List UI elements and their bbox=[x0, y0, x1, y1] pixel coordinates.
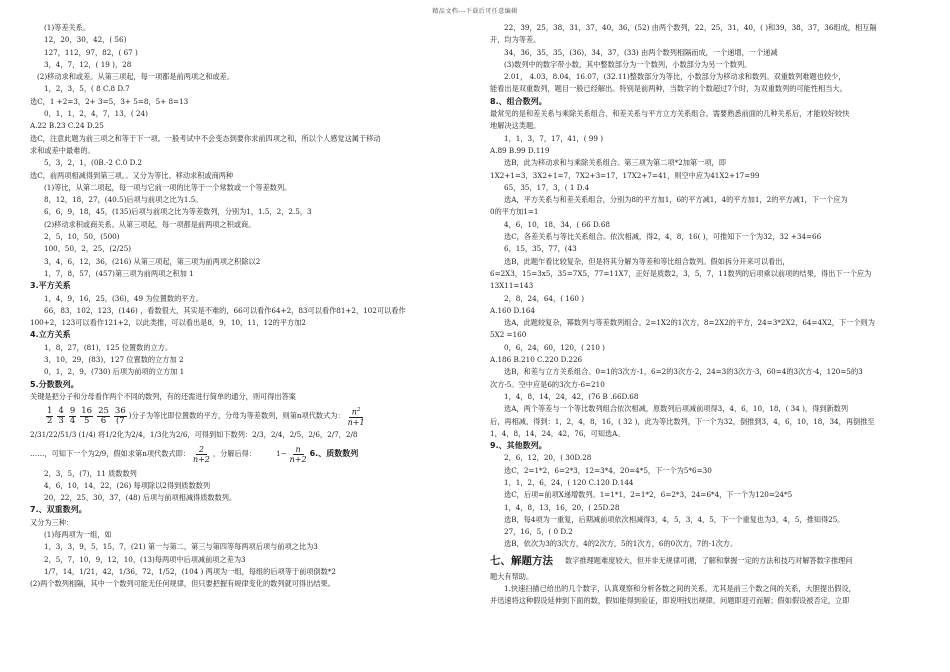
text-line: 4，6，10，18，34，( 66 D.68 bbox=[504, 219, 610, 229]
text-line: 3，10，29，(83)，127 位置数的立方加 2 bbox=[44, 355, 184, 365]
text-line: 0，1，2，9，(730) 后项为前项的立方加 1 bbox=[44, 367, 185, 377]
text-line: 并迅速将这种假设延伸到下面的数，假如能得到验证，即说明找出规律，问题即迎刃而解；假如假设被否定，立即 bbox=[490, 596, 850, 606]
text-line: 选B，每4项为一重复，后期减前项依次相减得3，4，5，3，4，5，下一个重复也为3，4，5，推知得25。 bbox=[504, 514, 845, 524]
text-line: 1/7，14，1/21，42，1/36，72，1/52，(104 ) 两项为一组，每组的后项等于前项倒数*2 bbox=[44, 566, 336, 576]
text-line: 0的平方加1=1 bbox=[490, 207, 539, 217]
text-line: 选C，注意此题为前三项之和等于下一项。一般考试中不会变态到要你求前四项之和，所以个人感觉这属于移动 bbox=[30, 133, 381, 143]
text-line: 选C，2=1*2，6=2*3，12=3*4，20=4*5，下一个为5*6=30 bbox=[504, 465, 712, 475]
section-heading: 6.、质数数列 bbox=[309, 449, 359, 459]
text-line: 选A，两个等差与一个等比数列组合依次相减，原数列后项减前项得3，4，6，10，18，( 34 )，得到新数列 bbox=[504, 404, 849, 414]
text-line: 4，6，10，14，22，(26) 每项除以2得到质数数列 bbox=[44, 480, 211, 490]
text-line: (1)等比，从第二项起，每一项与它前一项的比等于一个常数或一个等差数列。 bbox=[44, 182, 292, 192]
text-line: 13X11=143 bbox=[490, 281, 534, 291]
text-line: 2，6，12，20，( 30D.28 bbox=[504, 453, 592, 463]
text-line: (2)移动求积或商关系。从第三项起，每一项都是前两项之积或商。 bbox=[44, 219, 256, 229]
text-line: 2，8，24，64，( 160 ) bbox=[504, 293, 585, 303]
text-line: 100，50，2，25，(2/25) bbox=[44, 244, 132, 254]
text-line: 5，3，2，1，(0B.-2 C.0 D.2 bbox=[44, 158, 143, 168]
fraction: 16 5 bbox=[81, 405, 93, 426]
text-line: 2/31/22/51/3 (1/4) 将1/2化为2/4，1/3化为2/6，可得到如下数列：2/3，2/4，2/5，2/6，2/7，2/8 bbox=[30, 430, 358, 440]
text-line: A.89 B.99 D.119 bbox=[490, 145, 550, 155]
text-line: ……，可知下一个为2/9，假如求第n项代数式即： bbox=[30, 449, 190, 459]
text-line: 65，35，17，3，( 1 D.4 bbox=[504, 182, 590, 192]
text-line: 27，16，5，( 0 D.2 bbox=[504, 527, 573, 537]
text-line: 6，15，35，77，(43 bbox=[504, 244, 577, 254]
text-line: 34，36，35，35，(36)，34，37，(33) 由两个数列相隔而成，一个递增，一个递减 bbox=[504, 47, 778, 57]
text-line: 0，6，24，60，120，( 210 ) bbox=[504, 342, 605, 352]
text-line: (3)数列中的数字带小数，其中整数部分为一个数列，小数部分为另一个数列。 bbox=[504, 59, 752, 69]
text-line: (2)移动求和或差。从第三项起，每一项都是前两项之和或差。 bbox=[37, 72, 235, 82]
text-line: 1，1，2，6，24，( 120 C.120 D.144 bbox=[504, 477, 634, 487]
text-line: 数字推理题难度较大，但并非无规律可循，了解和掌握一定的方法和技巧对解答数字推理问 bbox=[565, 555, 853, 565]
text-line: 22，39，25，38，31，37，40，36，(52) 由两个数列，22，25，31，40，( )和39，38，37，36组成，相互隔 bbox=[504, 23, 877, 32]
section-heading: 8.、组合数列。 bbox=[490, 96, 547, 106]
text-line: 选C，前两项相减得到第三项。。又分为等比、移动求积或商两种 bbox=[30, 170, 234, 180]
text-line: (2)两个数列相隔，其中一个数列可能无任何规律，但只要把握有规律变化的数列就可得出结果。 bbox=[30, 579, 335, 589]
text-line: 1.快速扫描已给出的几个数字，认真观察和分析各数之间的关系，尤其是前三个数之间的关系，大胆提出假设， bbox=[504, 584, 856, 594]
section-heading: 4.立方关系 bbox=[30, 330, 71, 340]
text-line: 选B，依次为3的3次方，4的2次方，5的1次方，6的0次方，7的-1次方。 bbox=[504, 539, 738, 549]
fraction: 4 3 bbox=[58, 405, 64, 426]
text-line: 1，4，8，13，16，20，( 25D.28 bbox=[504, 502, 620, 512]
section-row bbox=[490, 551, 922, 571]
text-line: 选B，和差与立方关系组合。0=1的3次方-1，6=2的3次方-2，24=3的3次方-3，60=4的3次方-4，120=5的3 bbox=[504, 367, 863, 377]
text-line: 2，5，10，50，(500) bbox=[44, 232, 120, 242]
fraction: 9 4 bbox=[69, 405, 76, 426]
text-line: 6=2X3，15=3x5，35=7X5，77=11X7，正好是质数2，3，5，7，11数列的后项乘以前项的结果，得出下一个应为 bbox=[490, 268, 872, 278]
text-line: 选A，此题较复杂，幂数列与等差数列组合。2=1X2的1次方，8=2X2的平方，24=3*2X2，64=4X2，下一个则为 bbox=[504, 318, 875, 328]
text-line: 1X2+1=3，3X2+1=7，7X2+3=17，17X2+7=41，则空中应为41X2+17=99 bbox=[490, 170, 760, 180]
section-heading: 3.平方关系 bbox=[30, 281, 71, 291]
text-line: 1，2，3，5，( 8 C.8 D.7 bbox=[44, 84, 130, 94]
text-line: 20，22，25，30，37，(48) 后项与前项相减得质数数列。 bbox=[44, 493, 237, 503]
text-line: 66，83，102，123，(146) ，看数很大，其实是不难的，66可以看作64+2，83可以看作81+2，102可以看作 bbox=[44, 305, 406, 315]
text-line: 选B，此为移动求和与乘除关系组合。第三项为第二项*2加第一项，即 bbox=[504, 158, 726, 168]
text-line: 2，3，5，(7)，11 质数数列 bbox=[44, 468, 137, 478]
text-line: 3，4，7，12，( 19 )，28 bbox=[44, 59, 132, 69]
text-line: ，分解后得： bbox=[212, 449, 257, 459]
right-column bbox=[490, 22, 922, 608]
formula-n-squared: $n^2$ n+1 bbox=[347, 406, 365, 427]
section-heading: 七、解题方法 bbox=[490, 554, 553, 567]
text-line: 1，4，8，14，24，42，(76 B .66D.68 bbox=[504, 391, 639, 401]
page-header: 精品文档---下载后可任意编辑 bbox=[432, 8, 518, 15]
text-line: 1，3，3，9，5，15，7，(21) 第一与第二，第三与第四等每两项后项与前项之比为3 bbox=[44, 542, 318, 552]
text-line: 题大有帮助。 bbox=[490, 571, 534, 581]
text-line: 6，6，9，18，45，(135)后项与前项之比为等差数列，分别为1，1.5，2，2.5，3 bbox=[44, 207, 312, 217]
formula-prefix: 1− bbox=[276, 449, 287, 459]
text-line: 1，4，9，16，25，(36)，49 为位置数的平方。 bbox=[44, 293, 203, 303]
text-line: 127，112，97，82，( 67 ) bbox=[44, 47, 138, 57]
text-line: 能看出是双重数列，题目一般已经解出。特别是前两种，当数字的个数超过7个时，为双重数列的可能性相当大。 bbox=[490, 84, 847, 94]
text-line: 100+2，123可以看作121+2，以此类推，可以看出是8，9，10，11，12的平方加2 bbox=[30, 318, 307, 328]
text-line: 又分为三种： bbox=[30, 517, 74, 527]
text-line: 地解决这类题。 bbox=[490, 121, 541, 131]
text-line: 求和或差中最难的。 bbox=[30, 145, 95, 155]
formula-line bbox=[30, 442, 460, 468]
text-line: A.160 D.164 bbox=[490, 305, 535, 315]
text-line: 3，4，6，12，36，(216) 从第三项起，第三项为前两项之积除以2 bbox=[44, 256, 261, 266]
text-line: 2.01， 4.03，8.04，16.07，(32.11)整数部分为等比，小数部分为移动求和数列。双重数列难题也较少， bbox=[504, 72, 846, 82]
text-line: 选C，各差关系与等比关系组合。依次相减，得2，4，8，16( )，可推知下一个为32，32 +34=66 bbox=[504, 232, 822, 242]
formula-n-over: $\frac{n}{n+2}$ bbox=[289, 445, 307, 464]
section-heading: 7.、双重数列。 bbox=[30, 505, 87, 515]
fraction: 1 2 bbox=[47, 405, 53, 426]
text-line: 开，均为等差。 bbox=[490, 35, 541, 45]
text-line: 1，8，27，(81)，125 位置数的立方。 bbox=[44, 342, 173, 352]
text-line: A.186 B.210 C.220 D.226 bbox=[490, 355, 583, 365]
text-line: 选C，后项=前项X递增数列。1=1*1，2=1*2，6=2*3，24=6*4，下一个为120=24*5 bbox=[504, 490, 793, 500]
text-line: 2，5，7，10，9，12，10，(13)每两项中后项减前项之差为3 bbox=[44, 554, 246, 564]
section-heading: 9.、其他数列。 bbox=[490, 441, 547, 451]
text-line: 5X2 =160 bbox=[490, 330, 527, 340]
text-line: (1)每两项为一组，如 bbox=[44, 529, 112, 539]
text-line: 1，4，8，14，24，42，76，可知选A。 bbox=[490, 428, 625, 438]
text-line: (1)等差关系。 bbox=[44, 23, 91, 32]
formula-two-over: 2 n+2 bbox=[192, 445, 210, 464]
text-line: 最常见的是和差关系与乘除关系组合、和差关系与平方立方关系组合。需要熟悉前面的几种关系后，才能较好较快 bbox=[490, 109, 850, 119]
text-line: A.22 B.23 C.24 D.25 bbox=[30, 121, 104, 131]
text-line: 关键是把分子和分母看作两个不同的数列，有的还需进行简单的通分，则可得出答案 bbox=[30, 391, 296, 401]
fraction-close: ) bbox=[128, 411, 132, 421]
text-line: 8，12，18，27，(40.5)后项与前项之比为1.5。 bbox=[44, 195, 203, 205]
text-line: 1，7，8，57，(457)第三项为前两项之积加 1 bbox=[44, 268, 194, 278]
fraction: 36 (7 bbox=[114, 405, 126, 426]
text-line: 次方-5。空中应是6的3次方-6=210 bbox=[490, 379, 605, 389]
text-line: 0，1，1，2，4，7，13，( 24) bbox=[44, 109, 148, 119]
text-line: 12，20，30，42，( 56) bbox=[44, 35, 127, 45]
text-line: 后，再相减，得到：1，2，4，8，16，( 32 )，此为等比数列，下一个为32，倒推到3，4，6，10，18，34，再倒推至 bbox=[490, 416, 875, 426]
fraction-sequence-line bbox=[30, 403, 460, 429]
section-heading: 5.分数数列。 bbox=[30, 379, 79, 389]
text-line: 选A，平方关系与和差关系组合，分别为8的平方加1，6的平方减1，4的平方加1，2的平方减1，下一个应为 bbox=[504, 195, 848, 205]
text-line: 分子为等比即位置数的平方，分母为等差数列，则第n项代数式为： bbox=[131, 411, 345, 421]
left-column bbox=[30, 22, 460, 590]
text-line: 选C，1 +2=3，2+ 3=5，3+ 5=8，5+ 8=13 bbox=[30, 96, 189, 106]
text-line: 1，1，3，7，17，41，( 99 ) bbox=[504, 133, 604, 143]
fraction: 25 6 bbox=[98, 405, 109, 426]
text-line: 选B，此题乍看比较复杂，但是将其分解为等差和等比组合数列。假如拆分开来可以看出， bbox=[504, 256, 790, 266]
